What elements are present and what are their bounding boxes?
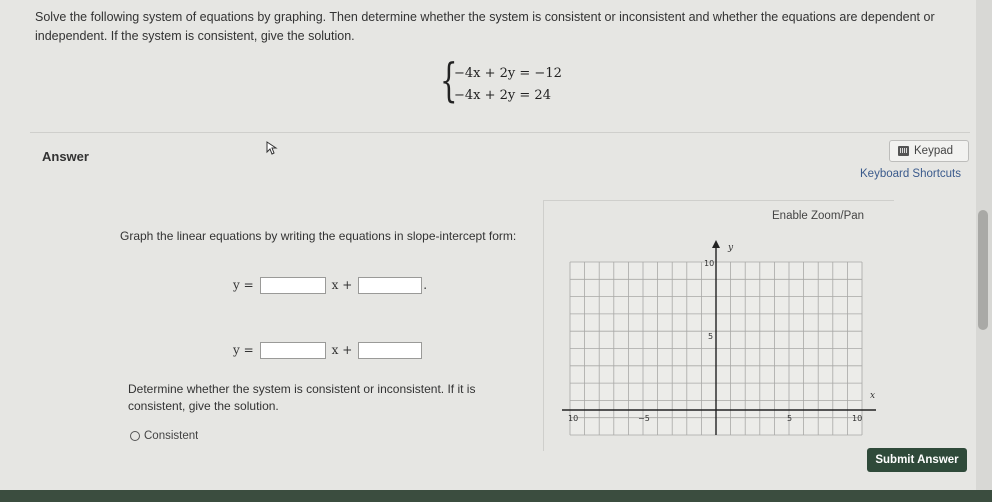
- y-axis-arrow-icon: [712, 240, 720, 248]
- keyboard-shortcuts-link[interactable]: Keyboard Shortcuts: [860, 168, 962, 180]
- slope-input-1[interactable]: [260, 277, 326, 294]
- x-tick-label: 10: [852, 414, 863, 423]
- y-equals-label: y =: [233, 278, 254, 292]
- bottom-bar: [0, 490, 992, 502]
- slope-intercept-row-1: [233, 275, 427, 295]
- consistent-label: Consistent: [144, 430, 199, 442]
- consistency-question: Determine whether the system is consistent or inconsistent. If it is consistent, give the solution.: [128, 382, 476, 413]
- x-tick-label: −5: [638, 414, 650, 423]
- keypad-label: Keypad: [914, 145, 954, 157]
- y-tick-label: 5: [708, 332, 714, 341]
- period-label: .: [423, 278, 428, 292]
- x-axis-label: x: [870, 391, 876, 401]
- radio-button[interactable]: [130, 431, 140, 441]
- enable-zoom-pan-button[interactable]: Enable Zoom/Pan: [772, 210, 865, 222]
- x-plus-label: x +: [331, 343, 353, 357]
- slope-input-2[interactable]: [260, 342, 326, 359]
- equation-2: −4x + 2y = 24: [454, 88, 551, 103]
- scrollbar-thumb[interactable]: [978, 210, 988, 330]
- problem-instructions: Solve the following system of equations by graphing. Then determine whether the system is consistent or inconsistent and whether the equations are dependent or independent. If the system is consistent, give the solution.: [35, 10, 935, 43]
- submit-answer-button[interactable]: Submit Answer: [867, 448, 967, 472]
- y-equals-label: y =: [233, 343, 254, 357]
- y-tick-label: 10: [704, 259, 715, 268]
- answer-label: Answer: [42, 149, 89, 164]
- intercept-input-1[interactable]: [358, 277, 422, 294]
- slope-intercept-row-2: [233, 340, 422, 360]
- equation-1: −4x + 2y = −12: [454, 66, 562, 81]
- x-tick-label: 10: [568, 414, 579, 423]
- x-plus-label: x +: [331, 278, 353, 292]
- graph-instructions: Graph the linear equations by writing the equations in slope-intercept form:: [120, 229, 517, 243]
- x-tick-label: 5: [787, 414, 793, 423]
- system-brace: {: [440, 53, 458, 107]
- y-axis-label: y: [728, 243, 734, 253]
- consistent-option[interactable]: [130, 429, 198, 443]
- intercept-input-2[interactable]: [358, 342, 422, 359]
